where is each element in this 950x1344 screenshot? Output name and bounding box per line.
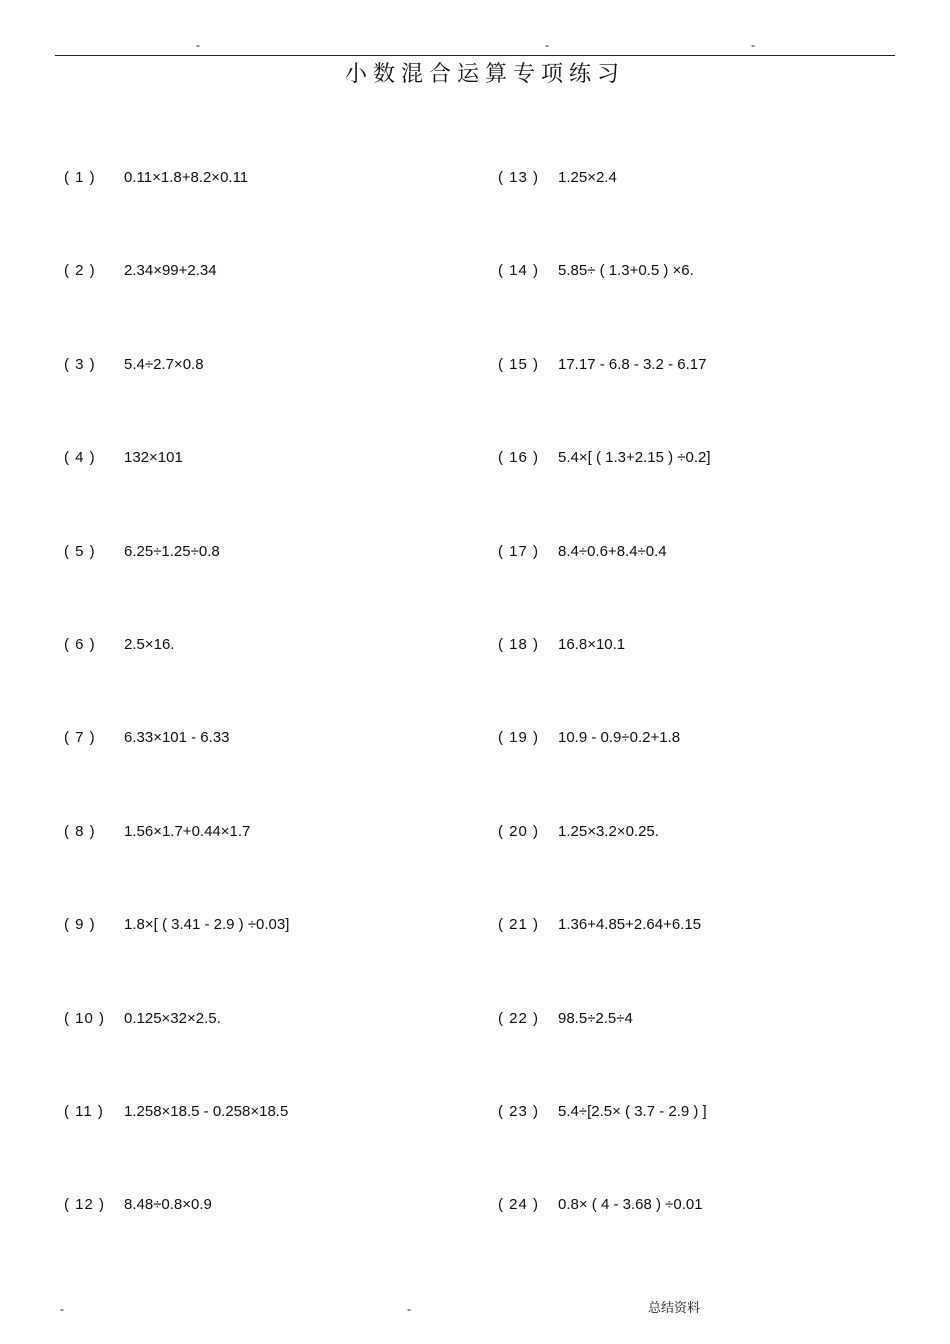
problem-expression: 132×101: [124, 449, 183, 466]
problem-expression: 0.125×32×2.5.: [124, 1010, 221, 1027]
header-mark: -: [545, 38, 549, 52]
problem-number: ( 1 ): [64, 169, 96, 186]
header-mark: -: [196, 38, 200, 52]
problem-expression: 10.9 - 0.9÷0.2+1.8: [558, 729, 681, 746]
problem-number: ( 2 ): [64, 262, 96, 279]
problem-number: ( 12 ): [64, 1196, 106, 1213]
footer-mark: -: [60, 1302, 64, 1316]
problem-expression: 0.11×1.8+8.2×0.11: [124, 169, 249, 186]
footer-mark: -: [407, 1302, 411, 1316]
problem-number: ( 7 ): [64, 729, 96, 746]
problem-expression: 6.25÷1.25÷0.8: [124, 543, 220, 560]
problem-number: ( 24 ): [498, 1196, 540, 1213]
problem-expression: 5.4÷2.7×0.8: [124, 356, 204, 373]
problem-number: ( 19 ): [498, 729, 540, 746]
problem-expression: 8.4÷0.6+8.4÷0.4: [558, 543, 667, 560]
problem-expression: 0.8× ( 4 - 3.68 ) ÷0.01: [558, 1196, 703, 1213]
problem-number: ( 11 ): [64, 1103, 104, 1120]
problem-expression: 16.8×10.1: [558, 636, 626, 653]
problem-number: ( 16 ): [498, 449, 540, 466]
problem-number: ( 14 ): [498, 262, 540, 279]
problem-expression: 2.34×99+2.34: [124, 262, 217, 279]
problem-expression: 5.85÷ ( 1.3+0.5 ) ×6.: [558, 262, 694, 279]
problem-expression: 98.5÷2.5÷4: [558, 1010, 633, 1027]
problem-expression: 1.25×3.2×0.25.: [558, 823, 659, 840]
problem-number: ( 21 ): [498, 916, 540, 933]
header-divider: [55, 55, 895, 56]
problem-number: ( 18 ): [498, 636, 540, 653]
problem-expression: 5.4×[ ( 1.3+2.15 ) ÷0.2]: [558, 449, 711, 466]
problem-number: ( 4 ): [64, 449, 96, 466]
problem-number: ( 22 ): [498, 1010, 540, 1027]
problem-number: ( 3 ): [64, 356, 96, 373]
problem-expression: 1.258×18.5 - 0.258×18.5: [124, 1103, 289, 1120]
problem-number: ( 9 ): [64, 916, 96, 933]
problem-expression: 1.25×2.4: [558, 169, 617, 186]
problem-number: ( 8 ): [64, 823, 96, 840]
header-mark: -: [751, 38, 755, 52]
problem-number: ( 20 ): [498, 823, 540, 840]
problem-number: ( 5 ): [64, 543, 96, 560]
problem-number: ( 6 ): [64, 636, 96, 653]
footer-label: 总结资料: [648, 1300, 701, 1315]
problem-expression: 2.5×16.: [124, 636, 175, 653]
problem-expression: 1.56×1.7+0.44×1.7: [124, 823, 251, 840]
problem-expression: 6.33×101 - 6.33: [124, 729, 230, 746]
problem-expression: 1.8×[ ( 3.41 - 2.9 ) ÷0.03]: [124, 916, 290, 933]
page-title: 小数混合运算专项练习: [344, 62, 625, 87]
problem-number: ( 10 ): [64, 1010, 106, 1027]
problem-expression: 17.17 - 6.8 - 3.2 - 6.17: [558, 356, 707, 373]
problem-expression: 8.48÷0.8×0.9: [124, 1196, 212, 1213]
problem-number: ( 23 ): [498, 1103, 540, 1120]
problem-number: ( 13 ): [498, 169, 540, 186]
problem-number: ( 17 ): [498, 543, 540, 560]
problem-expression: 5.4÷[2.5× ( 3.7 - 2.9 ) ]: [558, 1103, 707, 1120]
problem-number: ( 15 ): [498, 356, 540, 373]
problem-expression: 1.36+4.85+2.64+6.15: [558, 916, 702, 933]
